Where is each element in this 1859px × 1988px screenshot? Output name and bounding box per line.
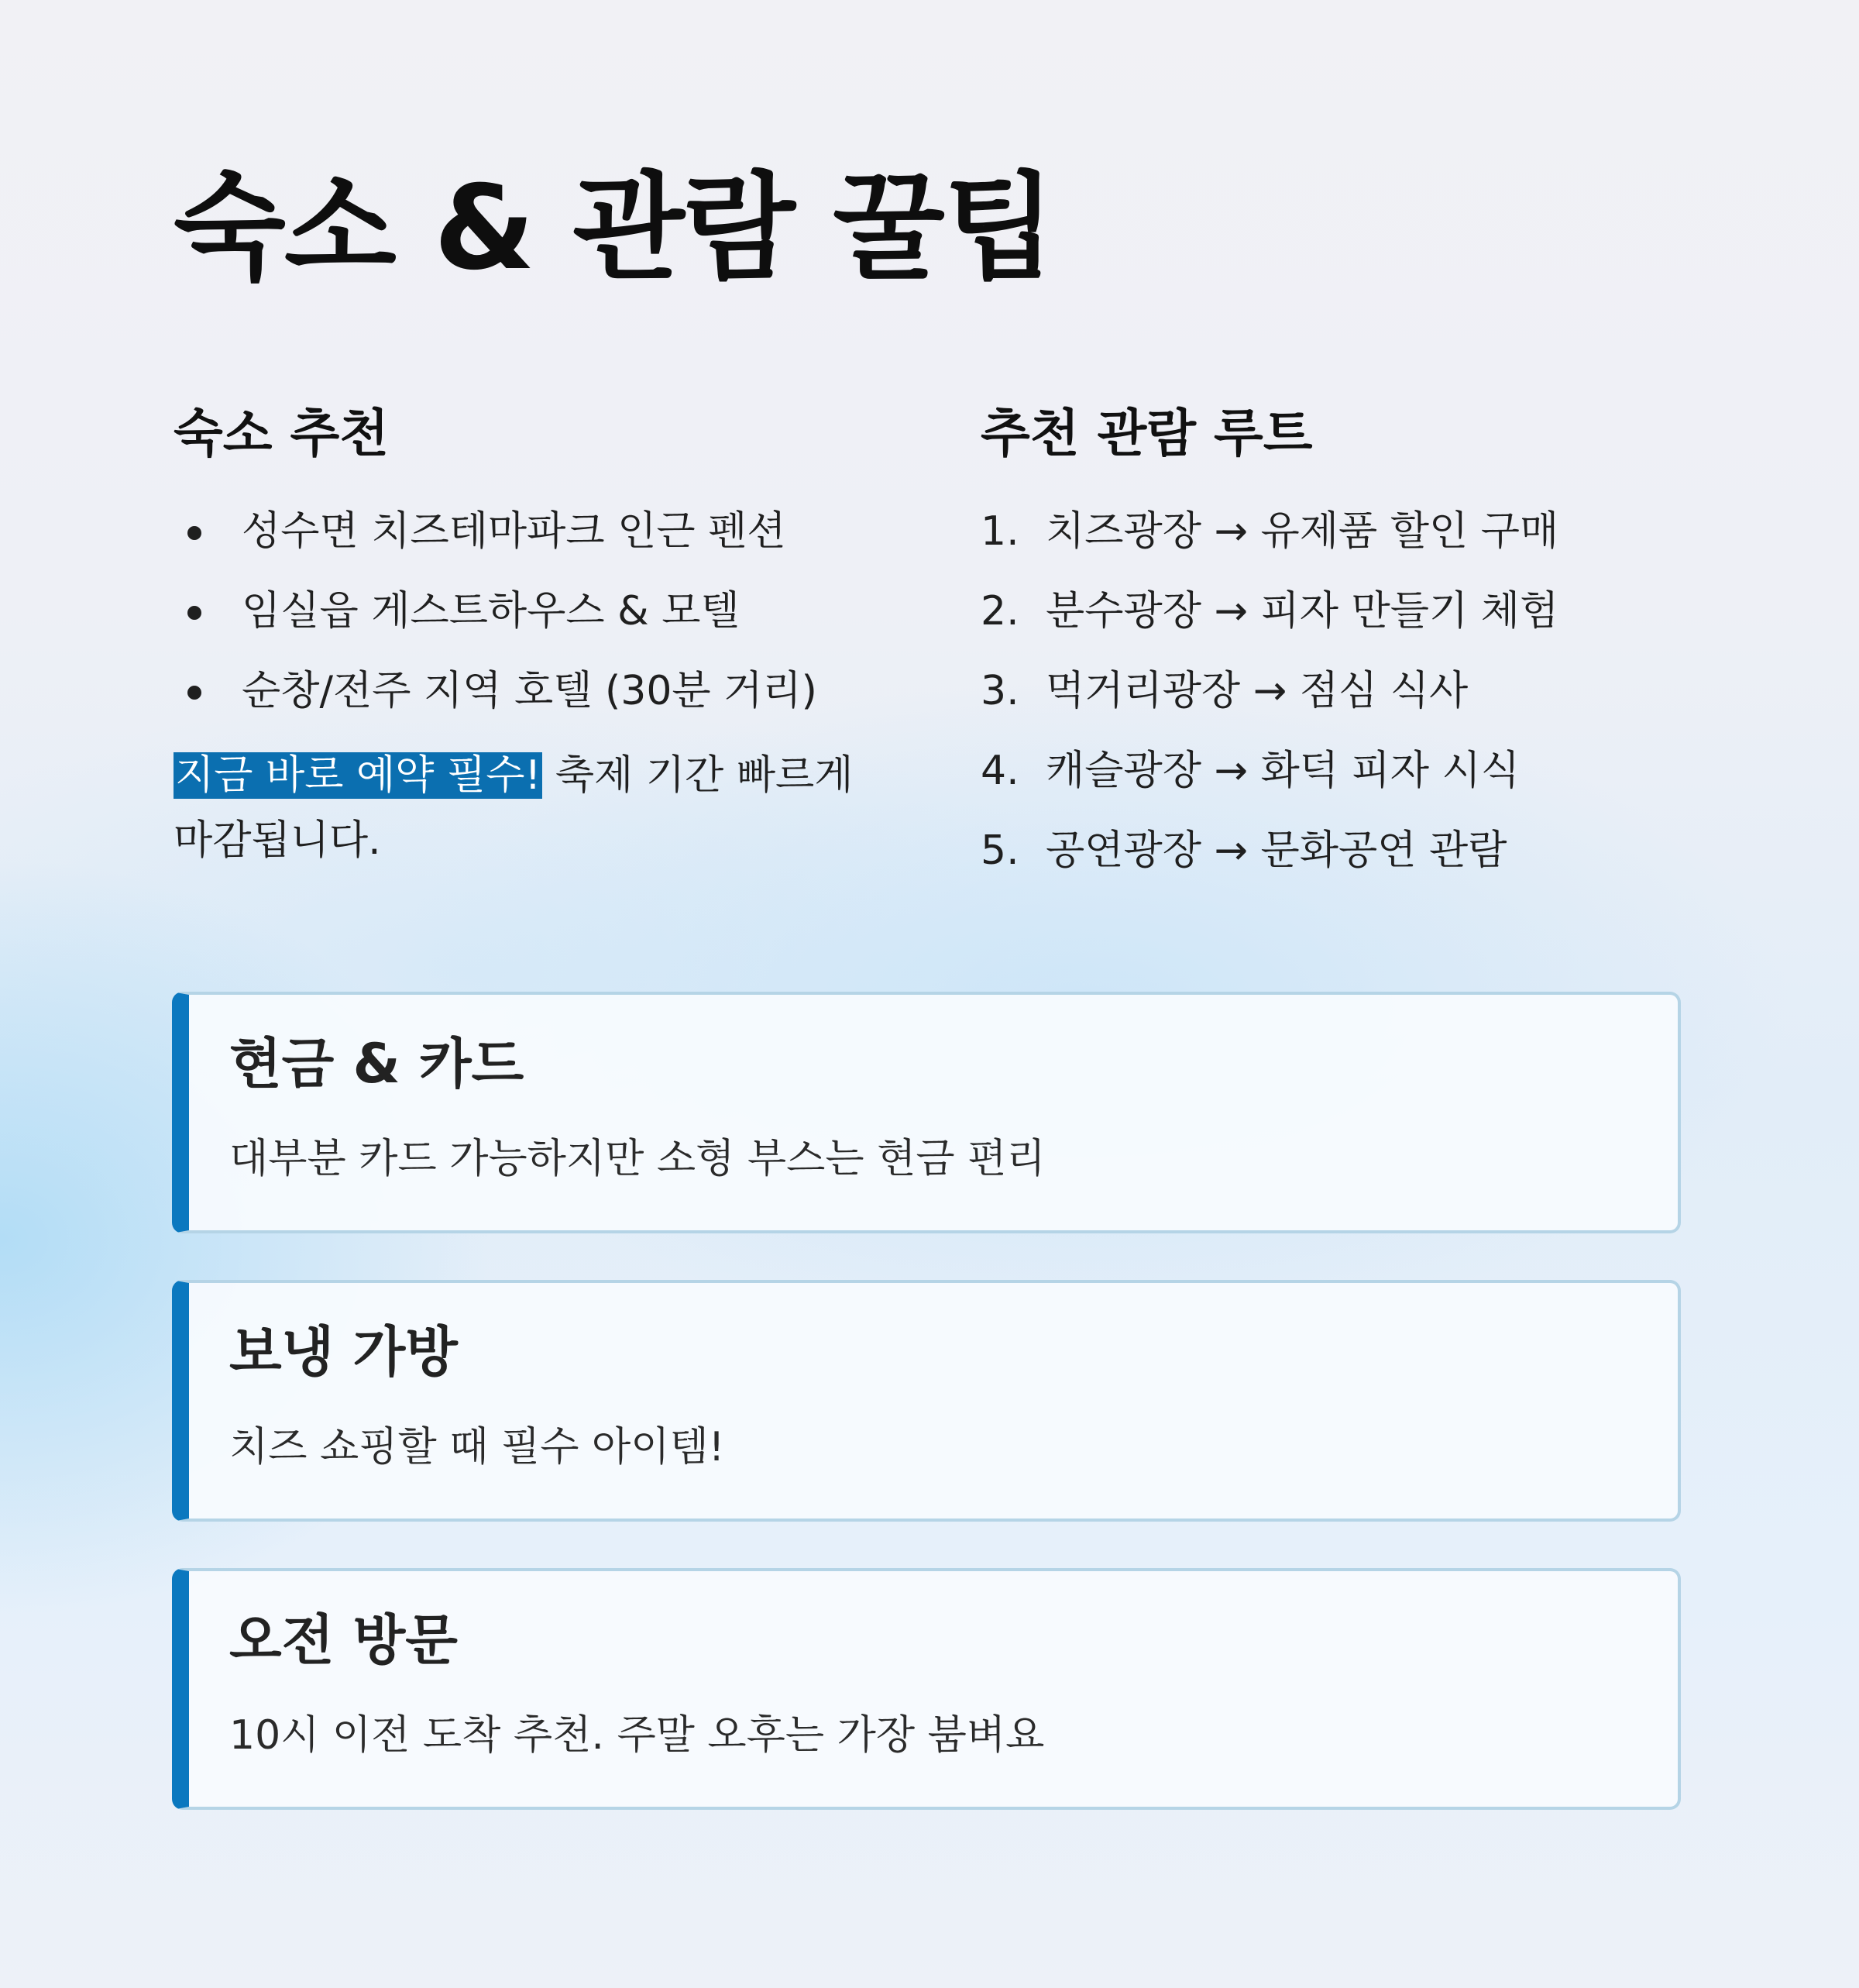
route-step (981, 823, 1755, 879)
route-step (981, 504, 1755, 559)
step-number: 3. (981, 668, 1019, 714)
step-label: 분수광장 → 피자 만들기 체험 (1046, 588, 1559, 635)
route-step (981, 663, 1755, 719)
tip-card-text: 10시 이전 도착 추천. 주말 오후는 가장 붐벼요 (229, 1712, 1045, 1759)
bullet-icon (187, 606, 201, 620)
tip-card-payment (172, 992, 1681, 1233)
route-list (981, 504, 1755, 879)
step-number: 4. (981, 748, 1019, 794)
route-section (981, 395, 1755, 903)
tip-card-title: 보냉 가방 (229, 1320, 458, 1384)
lodging-heading: 숙소 추천 (174, 404, 390, 463)
bullet-icon (187, 526, 201, 540)
notice-text: 축제 기간 빠르게 마감됩니다. (174, 752, 854, 864)
step-number: 1. (981, 508, 1019, 555)
bullet-icon (187, 686, 201, 700)
lodging-section (174, 395, 886, 873)
booking-notice (174, 743, 886, 873)
list-item (174, 663, 886, 719)
list-item (174, 504, 886, 559)
tip-card-morning-visit (172, 1568, 1681, 1810)
list-item-label: 성수면 치즈테마파크 인근 펜션 (242, 508, 786, 555)
lodging-list (174, 504, 886, 719)
tip-card-cooler-bag (172, 1280, 1681, 1522)
step-label: 캐슬광장 → 화덕 피자 시식 (1046, 748, 1521, 794)
step-label: 먹거리광장 → 점심 식사 (1046, 668, 1469, 714)
notice-highlight: 지금 바로 예약 필수! (175, 752, 541, 799)
step-label: 치즈광장 → 유제품 할인 구매 (1046, 508, 1559, 555)
route-step (981, 583, 1755, 639)
tip-card-text: 치즈 쇼핑할 때 필수 아이템! (229, 1424, 725, 1470)
step-label: 공연광장 → 문화공연 관람 (1046, 827, 1507, 874)
tip-card-title: 현금 & 카드 (229, 1032, 524, 1095)
route-heading: 추천 관람 루트 (981, 404, 1313, 463)
tip-card-text: 대부분 카드 가능하지만 소형 부스는 현금 편리 (229, 1136, 1046, 1182)
step-number: 2. (981, 588, 1019, 635)
page-title: 숙소 & 관람 꿀팁 (174, 161, 1054, 296)
list-item-label: 순창/전주 지역 호텔 (30분 거리) (242, 668, 817, 714)
step-number: 5. (981, 827, 1019, 874)
list-item (174, 583, 886, 639)
list-item-label: 임실읍 게스트하우스 & 모텔 (242, 588, 740, 635)
tip-card-title: 오전 방문 (229, 1608, 458, 1672)
route-step (981, 743, 1755, 799)
